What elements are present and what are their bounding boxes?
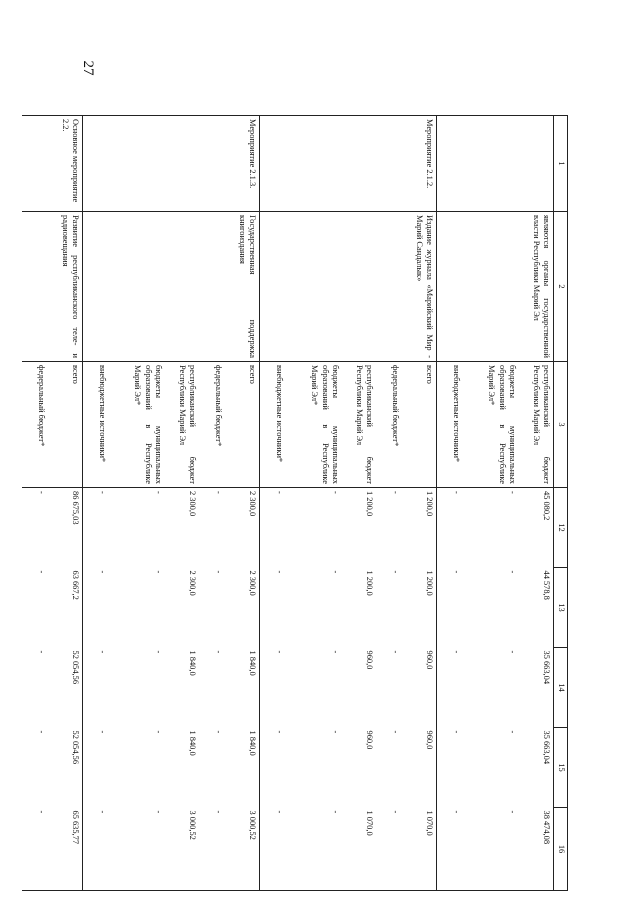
value-cell: - <box>452 570 462 574</box>
value-cell: - <box>331 650 341 654</box>
value-cell: 35 663,04 <box>520 648 555 728</box>
measure-name-cell: являются органы государственной власти Республики Марий Эл <box>520 212 555 362</box>
value-cell: - <box>391 491 401 494</box>
value-cell: - <box>260 808 287 891</box>
funding-source-cell: бюджеты муниципальных образований в Республике Марий Эл* <box>464 362 520 488</box>
funding-source-cell: внебюджетные источники* <box>83 362 110 488</box>
table-row <box>437 116 464 891</box>
value-cell: - <box>452 491 462 494</box>
value-cell: - <box>464 808 520 891</box>
page-number: 27 <box>80 60 96 76</box>
table-row <box>49 116 84 891</box>
measure-code-cell: Основное мероприятие 2.2. <box>49 116 84 212</box>
value-cell: - <box>200 808 226 891</box>
measure-name-cell: Развитие республиканского теле- и радиовещания <box>49 212 84 362</box>
header-cell: 16 <box>554 808 568 891</box>
table-row <box>226 116 261 891</box>
value-cell: - <box>287 808 343 891</box>
value-cell: 35 663,04 <box>520 728 555 808</box>
value-cell: 960,0 <box>403 648 438 728</box>
header-cell: 15 <box>554 728 568 808</box>
funding-source-cell: всего <box>49 362 84 488</box>
value-cell: - <box>37 730 47 734</box>
value-cell: 3 000,52 <box>166 808 200 891</box>
value-cell: - <box>214 730 224 734</box>
table-row <box>23 116 49 891</box>
funding-source-cell: федеральный бюджет* <box>200 362 226 488</box>
funding-source-cell: республиканский бюджет Республики Марий Эл <box>166 362 200 488</box>
value-cell: 45 080,2 <box>520 488 555 568</box>
measure-name-cell <box>83 212 110 362</box>
table-row <box>403 116 438 891</box>
value-cell: 960,0 <box>403 728 438 808</box>
header-cell: 1 <box>554 116 568 212</box>
measure-code-cell <box>83 116 110 212</box>
measure-code-cell <box>437 116 464 212</box>
value-cell: - <box>391 730 401 734</box>
value-cell: - <box>98 491 108 494</box>
value-cell: - <box>154 491 164 494</box>
value-cell: 1 200,0 <box>365 491 375 517</box>
measure-name-cell <box>110 212 166 362</box>
value-cell: - <box>37 570 47 574</box>
value-cell: - <box>275 570 285 574</box>
value-cell: 52 054,56 <box>49 728 84 808</box>
value-cell: - <box>331 730 341 734</box>
funding-source-cell: внебюджетные источники* <box>437 362 464 488</box>
value-cell: 52 054,56 <box>49 648 84 728</box>
value-cell: 1 200,0 <box>403 488 438 568</box>
header-cell: 13 <box>554 568 568 648</box>
measure-name-cell <box>23 212 49 362</box>
value-cell: 86 675,03 <box>49 488 84 568</box>
measure-code-cell <box>200 116 226 212</box>
table-row <box>377 116 403 891</box>
value-cell: 63 667,2 <box>49 568 84 648</box>
measure-code-cell <box>377 116 403 212</box>
measure-code-cell <box>287 116 343 212</box>
value-cell: - <box>23 808 49 891</box>
measure-code-cell: Мероприятие 2.1.3. <box>226 116 261 212</box>
table-row <box>260 116 287 891</box>
measure-name-cell <box>200 212 226 362</box>
value-cell: 1 840,0 <box>188 650 198 676</box>
measure-code-cell <box>110 116 166 212</box>
value-cell: 2 300,0 <box>188 570 198 596</box>
value-cell: - <box>98 650 108 654</box>
table-row <box>110 116 166 891</box>
value-cell: 1 070,0 <box>343 808 377 891</box>
value-cell: - <box>110 808 166 891</box>
table-row <box>464 116 520 891</box>
value-cell: - <box>508 650 518 654</box>
value-cell: 2 300,0 <box>226 488 261 568</box>
value-cell: - <box>331 491 341 494</box>
budget-table <box>23 115 569 891</box>
value-cell: 65 635,77 <box>49 808 84 891</box>
header-cell: 3 <box>554 362 568 488</box>
measure-name-cell <box>287 212 343 362</box>
table-row <box>83 116 110 891</box>
measure-name-cell <box>260 212 287 362</box>
measure-code-cell <box>23 116 49 212</box>
value-cell: - <box>508 570 518 574</box>
value-cell: - <box>37 491 47 494</box>
funding-source-cell: бюджеты муниципальных образований в Республике Марий Эл* <box>110 362 166 488</box>
value-cell: 2 300,0 <box>226 568 261 648</box>
measure-code-cell: Мероприятие 2.1.2. <box>403 116 438 212</box>
measure-code-cell <box>464 116 520 212</box>
measure-code-cell <box>166 116 200 212</box>
value-cell: - <box>452 650 462 654</box>
measure-name-cell <box>377 212 403 362</box>
header-cell: 2 <box>554 212 568 362</box>
value-cell: - <box>508 491 518 494</box>
funding-source-cell: республиканский бюджет Республики Марий Эл <box>520 362 555 488</box>
value-cell: 1 840,0 <box>226 728 261 808</box>
funding-source-cell: федеральный бюджет* <box>23 362 49 488</box>
value-cell: 1 200,0 <box>365 570 375 596</box>
funding-source-cell: всего <box>226 362 261 488</box>
value-cell: - <box>275 730 285 734</box>
funding-source-cell: федеральный бюджет* <box>377 362 403 488</box>
value-cell: 1 840,0 <box>188 730 198 756</box>
value-cell: - <box>452 730 462 734</box>
value-cell: - <box>154 650 164 654</box>
value-cell: - <box>214 650 224 654</box>
value-cell: - <box>275 650 285 654</box>
header-row <box>554 116 568 891</box>
header-cell: 14 <box>554 648 568 728</box>
measure-code-cell <box>260 116 287 212</box>
table-row <box>200 116 226 891</box>
value-cell: - <box>391 570 401 574</box>
table-row <box>520 116 555 891</box>
measure-name-cell <box>343 212 377 362</box>
value-cell: 1 070,0 <box>403 808 438 891</box>
funding-source-cell: всего <box>403 362 438 488</box>
header-cell: 12 <box>554 488 568 568</box>
value-cell: - <box>275 491 285 494</box>
value-cell: - <box>214 570 224 574</box>
measure-name-cell <box>166 212 200 362</box>
value-cell: - <box>437 808 464 891</box>
value-cell: - <box>331 570 341 574</box>
value-cell: 960,0 <box>365 650 375 670</box>
value-cell: - <box>83 808 110 891</box>
measure-name-cell: Государственная поддержка книгоиздания <box>226 212 261 362</box>
value-cell: - <box>37 650 47 654</box>
value-cell: 2 300,0 <box>188 491 198 517</box>
value-cell: - <box>154 570 164 574</box>
measure-code-cell <box>520 116 555 212</box>
value-cell: - <box>98 730 108 734</box>
value-cell: - <box>98 570 108 574</box>
value-cell: - <box>377 808 403 891</box>
table-row <box>166 116 200 891</box>
value-cell: 1 840,0 <box>226 648 261 728</box>
funding-source-cell: республиканский бюджет Республики Марий Эл <box>343 362 377 488</box>
value-cell: - <box>154 730 164 734</box>
funding-source-cell: бюджеты муниципальных образований в Республике Марий Эл* <box>287 362 343 488</box>
table-row <box>287 116 343 891</box>
value-cell: 44 578,8 <box>520 568 555 648</box>
value-cell: 3 000,52 <box>226 808 261 891</box>
value-cell: 38 474,08 <box>520 808 555 891</box>
measure-code-cell <box>343 116 377 212</box>
measure-name-cell: Издание журнала «Марийский Мир - Марий Сандалык» <box>403 212 438 362</box>
value-cell: 1 200,0 <box>403 568 438 648</box>
value-cell: - <box>508 730 518 734</box>
value-cell: 960,0 <box>365 730 375 750</box>
measure-name-cell <box>464 212 520 362</box>
rotated-table-sheet <box>37 115 568 890</box>
funding-source-cell: внебюджетные источники* <box>260 362 287 488</box>
value-cell: - <box>214 491 224 494</box>
measure-name-cell <box>437 212 464 362</box>
table-row <box>343 116 377 891</box>
value-cell: - <box>391 650 401 654</box>
